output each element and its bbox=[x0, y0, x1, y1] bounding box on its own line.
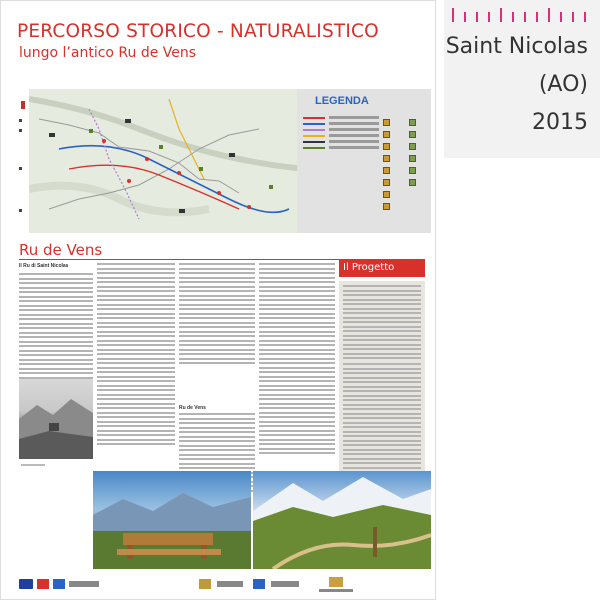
legend-symbol-icon bbox=[383, 179, 390, 186]
trail-map bbox=[29, 89, 315, 233]
legend-symbol-icon bbox=[383, 155, 390, 162]
section-divider bbox=[19, 259, 339, 260]
legend-symbol-icon bbox=[409, 155, 416, 162]
wooden-bench-graphic bbox=[93, 471, 251, 569]
side-dot bbox=[19, 129, 22, 132]
legend-title: LEGENDA bbox=[315, 95, 369, 107]
section-title: Ru de Vens bbox=[19, 241, 103, 259]
tick-decoration bbox=[452, 8, 592, 22]
legend-symbol-icon bbox=[383, 203, 390, 210]
mountain-trail-graphic bbox=[253, 471, 431, 569]
map-legend bbox=[297, 89, 431, 233]
trail-map-graphic bbox=[29, 89, 315, 233]
region-crest-icon bbox=[253, 579, 265, 589]
project-header bbox=[339, 259, 425, 277]
side-dot bbox=[19, 167, 22, 170]
logo-icon bbox=[37, 579, 49, 589]
logo-icon bbox=[53, 579, 65, 589]
legend-entry bbox=[303, 123, 383, 127]
place-name: Saint Nicolas bbox=[445, 34, 588, 59]
legend-symbol-icon bbox=[383, 167, 390, 174]
poster-title: PERCORSO STORICO - NATURALISTICO bbox=[17, 21, 379, 42]
location-tag bbox=[444, 0, 600, 158]
legend-symbol-icon bbox=[409, 119, 416, 126]
logo-icon bbox=[217, 581, 243, 587]
legend-entry bbox=[303, 117, 383, 121]
eu-flag-icon bbox=[19, 579, 33, 589]
legend-symbol-icon bbox=[383, 119, 390, 126]
side-dot bbox=[19, 119, 22, 122]
side-dot bbox=[19, 209, 22, 212]
legend-entry bbox=[303, 141, 383, 145]
legend-symbol-icon bbox=[383, 143, 390, 150]
legend-symbol-icon bbox=[409, 179, 416, 186]
mountain-trail-photo bbox=[253, 471, 431, 569]
column-text-4 bbox=[259, 263, 335, 457]
region-crest-icon bbox=[199, 579, 211, 589]
project-text bbox=[343, 285, 421, 362]
municipal-crest-icon bbox=[329, 577, 343, 587]
legend-symbol-icon bbox=[383, 131, 390, 138]
legend-symbol-icon bbox=[409, 167, 416, 174]
province-code: (AO) bbox=[538, 72, 588, 97]
column-heading: Il Ru di Saint Nicolas bbox=[19, 263, 69, 269]
logo-icon bbox=[319, 589, 353, 592]
logo-icon bbox=[271, 581, 299, 587]
column-heading: Ru de Vens bbox=[179, 405, 206, 411]
sponsor-logos bbox=[19, 575, 419, 595]
column-text-1 bbox=[19, 273, 93, 381]
photo-caption bbox=[21, 463, 45, 467]
legend-symbol-icon bbox=[409, 131, 416, 138]
side-marker bbox=[21, 101, 25, 109]
column-text-3 bbox=[179, 263, 255, 367]
historic-photo bbox=[19, 379, 93, 459]
legend-symbol-icon bbox=[383, 191, 390, 198]
legend-symbol-icon bbox=[409, 143, 416, 150]
legend-entry bbox=[303, 129, 383, 133]
column-text-2 bbox=[97, 263, 175, 448]
legend-entry bbox=[303, 147, 383, 151]
legend-entry bbox=[303, 135, 383, 139]
year-label: 2015 bbox=[532, 110, 588, 135]
historic-photo-graphic bbox=[19, 379, 93, 459]
logo-icon bbox=[69, 581, 99, 587]
wooden-bench-photo bbox=[93, 471, 251, 569]
poster-subtitle: lungo l’antico Ru de Vens bbox=[19, 45, 197, 61]
project-title: Il Progetto bbox=[343, 262, 395, 273]
